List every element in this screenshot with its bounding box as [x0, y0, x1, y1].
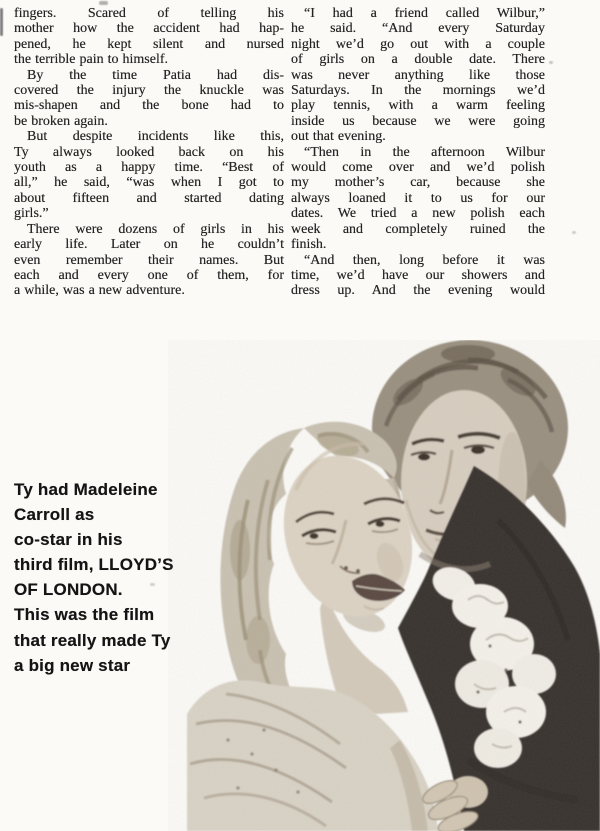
text-line: out that evening. [291, 129, 386, 145]
scan-artifact [99, 1, 108, 5]
text-line: he said. “And every Saturday [291, 21, 545, 37]
text-line: even remember their names. But [14, 252, 284, 268]
text-line: covered the injury the knuckle was [14, 83, 284, 99]
text-line: mis-shapen and the bone had to [14, 98, 284, 114]
text-line: Saturdays. In the mornings we’d [291, 83, 545, 99]
text-line: finish. [291, 237, 327, 253]
text-line: early life. Later on he couldn’t [14, 237, 284, 253]
paragraph [291, 253, 545, 299]
text-line: dates. We tried a new polish each [291, 206, 545, 222]
text-line: “I had a friend called Wilbur,” [304, 6, 545, 21]
text-line: about fifteen and started dating [14, 190, 284, 206]
caption-line: Carroll as [14, 505, 95, 525]
scan-artifact [0, 8, 3, 36]
caption-line: that really made Ty [14, 630, 171, 650]
text-line: be broken again. [14, 113, 108, 129]
text-line: my mother’s car, because she [291, 175, 545, 191]
article-right-column [291, 6, 545, 299]
text-line: was never anything like those [291, 67, 545, 83]
text-line: would come over and we’d polish [291, 160, 545, 176]
text-line: week and completely ruined the [291, 221, 545, 237]
caption-line: OF LONDON. [14, 580, 123, 600]
text-line: inside us because we were going [291, 113, 545, 129]
scan-artifact [572, 231, 576, 234]
text-line: Ty always looked back on his [14, 144, 284, 160]
paragraph [14, 6, 284, 68]
caption-line: Ty had Madeleine [14, 480, 158, 499]
text-line: youth as a happy time. “Best of [14, 160, 284, 176]
text-line: But despite incidents like this, [27, 129, 284, 145]
article-left-column [14, 6, 284, 299]
caption-line: a big new star [14, 655, 131, 675]
paragraph [291, 145, 545, 253]
caption-line: third film, LLOYD’S [14, 555, 174, 575]
film-grain [168, 340, 600, 831]
text-line: time, we’d have our showers and [291, 267, 545, 283]
text-line: “Then in the afternoon Wilbur [304, 144, 545, 160]
paragraph [14, 222, 284, 299]
text-line: fingers. Scared of telling his [14, 6, 284, 21]
text-line: girls.” [14, 206, 49, 222]
text-line: night we’d go out with a couple [291, 36, 545, 52]
publicity-photo [168, 340, 600, 831]
text-line: all,” he said, “was when I got to [14, 175, 284, 191]
text-line: “And then, long before it was [304, 252, 545, 268]
text-line: play tennis, with a warm feeling [291, 98, 545, 114]
paragraph [14, 68, 284, 130]
text-line: pened, he kept silent and nursed [14, 36, 284, 52]
paragraph [291, 6, 545, 145]
text-line: mother how the accident had hap- [14, 21, 284, 37]
text-line: each and every one of them, for [14, 267, 284, 283]
text-line: a while, was a new adventure. [14, 283, 185, 299]
text-line: the terrible pain to himself. [14, 52, 169, 68]
caption-line: This was the film [14, 605, 155, 625]
scan-artifact [549, 61, 553, 64]
scan-artifact [150, 583, 155, 586]
caption-line: co-star in his [14, 530, 123, 550]
paragraph [14, 129, 284, 221]
text-line: always loaned it to us for our [291, 190, 545, 206]
text-line: of girls on a double date. There [291, 52, 545, 68]
text-line: There were dozens of girls in his [27, 221, 284, 237]
text-line: By the time Patia had dis- [27, 67, 284, 83]
text-line: dress up. And the evening would [291, 283, 545, 299]
